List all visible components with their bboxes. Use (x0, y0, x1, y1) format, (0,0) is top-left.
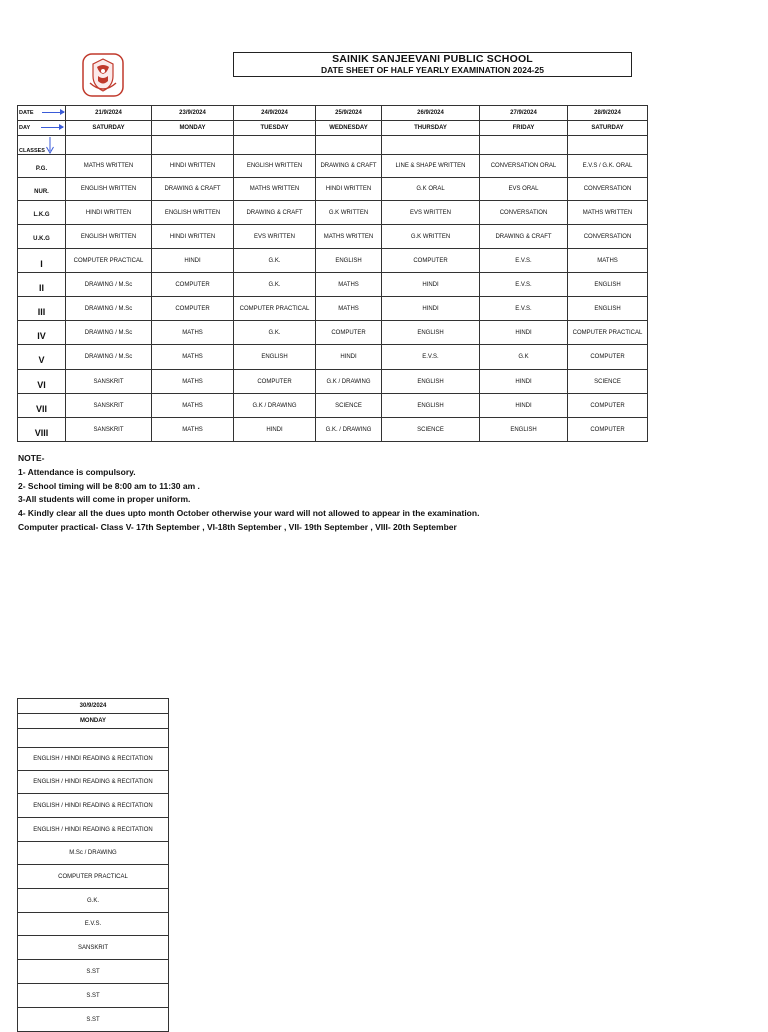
date-cell: 21/9/2024 (66, 106, 152, 121)
extra-subject-cell: COMPUTER PRACTICAL (18, 865, 169, 889)
class-label-cell (18, 321, 66, 345)
subject-cell: G.K. (234, 321, 316, 345)
extra-blank-row (18, 729, 169, 748)
note-line: 1- Attendance is compulsory. (18, 466, 136, 477)
subject-cell: ENGLISH (382, 370, 480, 394)
subject-cell: MATHS (568, 249, 648, 273)
day-cell: SATURDAY (66, 121, 152, 136)
day-cell: THURSDAY (382, 121, 480, 136)
table-row (18, 771, 169, 794)
class-label: I (40, 258, 43, 269)
subject-cell: SANSKRIT (66, 418, 152, 442)
extra-rows (18, 748, 169, 1032)
subject-cell: COMPUTER (568, 345, 648, 370)
subject-cell: HINDI WRITTEN (152, 225, 234, 249)
class-label-cell (18, 201, 66, 225)
subject-cell: EVS WRITTEN (382, 201, 480, 225)
subject-cell: MATHS (152, 321, 234, 345)
subject-cell: COMPUTER PRACTICAL (568, 321, 648, 345)
subject-cell: LINE & SHAPE WRITTEN (382, 155, 480, 178)
day-cell: FRIDAY (480, 121, 568, 136)
subject-cell: ENGLISH (480, 418, 568, 442)
table-row (18, 865, 169, 889)
subject-cell: HINDI WRITTEN (66, 201, 152, 225)
subject-cell: E.V.S. (480, 297, 568, 321)
subject-cell: MATHS (316, 273, 382, 297)
subject-cell: DRAWING & CRAFT (316, 155, 382, 178)
day-cell: TUESDAY (234, 121, 316, 136)
subject-cell: ENGLISH (568, 273, 648, 297)
table-row (18, 818, 169, 842)
subject-cell: G.K WRITTEN (382, 225, 480, 249)
class-label-cell (18, 297, 66, 321)
extra-subject-cell: S.ST (18, 984, 169, 1008)
table-row (18, 913, 169, 936)
table-row (18, 345, 648, 370)
class-label-cell (18, 394, 66, 418)
subject-cell: COMPUTER PRACTICAL (234, 297, 316, 321)
subject-cell: MATHS WRITTEN (316, 225, 382, 249)
subject-cell: COMPUTER (234, 370, 316, 394)
table-row (18, 225, 648, 249)
subject-cell: COMPUTER (568, 394, 648, 418)
table-row (18, 842, 169, 865)
day-cell: WEDNESDAY (316, 121, 382, 136)
subject-cell: ENGLISH (316, 249, 382, 273)
date-sheet-table (17, 105, 648, 442)
subject-cell: G.K / DRAWING (234, 394, 316, 418)
class-label-cell (18, 225, 66, 249)
subject-cell: E.V.S / G.K. ORAL (568, 155, 648, 178)
class-label: L.K.G (33, 212, 50, 218)
subject-cell: G.K ORAL (382, 178, 480, 201)
class-rows (18, 155, 648, 442)
table-row (18, 394, 648, 418)
table-row (18, 249, 648, 273)
subject-cell: ENGLISH (234, 345, 316, 370)
table-row (18, 936, 169, 960)
day-label-cell (18, 121, 66, 136)
class-label: IV (37, 330, 46, 341)
class-label: II (38, 282, 44, 293)
class-label-cell (18, 370, 66, 394)
extra-date-row (18, 699, 169, 714)
subject-cell: E.V.S. (480, 249, 568, 273)
extra-subject-cell: G.K. (18, 889, 169, 913)
subject-cell: SANSKRIT (66, 370, 152, 394)
subject-cell: COMPUTER (568, 418, 648, 442)
subject-cell: MATHS (152, 370, 234, 394)
subject-cell: DRAWING / M.Sc (66, 273, 152, 297)
subject-cell: SCIENCE (382, 418, 480, 442)
arrow-down-icon (46, 137, 54, 154)
school-logo-icon (82, 53, 124, 97)
subject-cell: EVS WRITTEN (234, 225, 316, 249)
subject-cell: G.K. / DRAWING (316, 418, 382, 442)
class-label-cell (18, 178, 66, 201)
subject-cell: CONVERSATION (568, 225, 648, 249)
date-label: DATE (19, 110, 34, 116)
date-cell: 23/9/2024 (152, 106, 234, 121)
subject-cell: ENGLISH WRITTEN (66, 225, 152, 249)
date-label-cell (18, 106, 66, 121)
table-row (18, 273, 648, 297)
table-row (18, 1008, 169, 1032)
class-label: U.K.G (33, 236, 50, 242)
table-row (18, 201, 648, 225)
date-cell: 27/9/2024 (480, 106, 568, 121)
extra-subject-cell: E.V.S. (18, 913, 169, 936)
subject-cell: DRAWING & CRAFT (234, 201, 316, 225)
subject-cell: G.K WRITTEN (316, 201, 382, 225)
subject-cell: ENGLISH WRITTEN (66, 178, 152, 201)
extra-day-table (17, 698, 169, 1032)
class-label: VIII (34, 427, 49, 438)
table-row (18, 297, 648, 321)
date-cell: 25/9/2024 (316, 106, 382, 121)
class-label-cell (18, 345, 66, 370)
extra-subject-cell: ENGLISH / HINDI READING & RECITATION (18, 818, 169, 842)
subject-cell: HINDI (480, 394, 568, 418)
subject-cell: ENGLISH (382, 394, 480, 418)
note-line: Computer practical- Class V- 17th September , VI-18th September , VII- 19th September , VIII- 20th September (18, 521, 457, 532)
table-row (18, 321, 648, 345)
subject-cell: COMPUTER (152, 273, 234, 297)
extra-subject-cell: ENGLISH / HINDI READING & RECITATION (18, 771, 169, 794)
subject-cell: DRAWING & CRAFT (480, 225, 568, 249)
subject-cell: SANSKRIT (66, 394, 152, 418)
subject-cell: MATHS WRITTEN (568, 201, 648, 225)
extra-day-cell: MONDAY (18, 714, 169, 729)
subject-cell: CONVERSATION ORAL (480, 155, 568, 178)
subject-cell: COMPUTER (316, 321, 382, 345)
note-line: 4- Kindly clear all the dues upto month October otherwise your ward will not allowed to appear in the examination. (18, 508, 480, 519)
subject-cell: DRAWING / M.Sc (66, 321, 152, 345)
table-row (18, 889, 169, 913)
class-label-cell (18, 249, 66, 273)
note-line: 3-All students will come in proper uniform. (18, 494, 191, 505)
class-label: P.G. (35, 165, 48, 172)
subject-cell: G.K. (234, 249, 316, 273)
subject-cell: COMPUTER (152, 297, 234, 321)
class-label-cell (18, 273, 66, 297)
subject-cell: HINDI (382, 297, 480, 321)
day-cell: MONDAY (152, 121, 234, 136)
subject-cell: HINDI (480, 321, 568, 345)
day-label: DAY (19, 125, 31, 131)
class-label-cell (18, 418, 66, 442)
subject-cell: G.K (480, 345, 568, 370)
class-label-cell (18, 155, 66, 178)
class-label: VII (35, 403, 47, 414)
note-line: 2- School timing will be 8:00 am to 11:30 am . (18, 480, 200, 491)
class-label: III (37, 306, 46, 317)
date-cell: 28/9/2024 (568, 106, 648, 121)
school-name: SAINIK SANJEEVANI PUBLIC SCHOOL (332, 53, 533, 65)
subject-cell: EVS ORAL (480, 178, 568, 201)
subject-cell: G.K / DRAWING (316, 370, 382, 394)
subject-cell: HINDI (382, 273, 480, 297)
extra-subject-cell: ENGLISH / HINDI READING & RECITATION (18, 794, 169, 818)
subject-cell: MATHS WRITTEN (234, 178, 316, 201)
subject-cell: COMPUTER (382, 249, 480, 273)
subject-cell: ENGLISH (382, 321, 480, 345)
date-cell: 24/9/2024 (234, 106, 316, 121)
day-row (18, 121, 648, 136)
classes-label: CLASSES (19, 148, 45, 154)
table-row (18, 370, 648, 394)
subject-cell: MATHS (152, 345, 234, 370)
subject-cell: SCIENCE (568, 370, 648, 394)
subject-cell: HINDI WRITTEN (152, 155, 234, 178)
table-row (18, 794, 169, 818)
extra-subject-cell: S.ST (18, 960, 169, 984)
extra-day-row (18, 714, 169, 729)
extra-subject-cell: SANSKRIT (18, 936, 169, 960)
notes-section (18, 452, 479, 535)
extra-subject-cell: S.ST (18, 1008, 169, 1032)
table-row (18, 155, 648, 178)
subject-cell: HINDI (152, 249, 234, 273)
title-box (233, 52, 632, 77)
exam-subtitle: DATE SHEET OF HALF YEARLY EXAMINATION 2024-25 (321, 65, 544, 75)
subject-cell: MATHS (316, 297, 382, 321)
date-cell: 26/9/2024 (382, 106, 480, 121)
subject-cell: SCIENCE (316, 394, 382, 418)
notes-heading: NOTE- (18, 453, 45, 463)
arrow-right-icon (41, 127, 63, 128)
subject-cell: CONVERSATION (480, 201, 568, 225)
day-cell: SATURDAY (568, 121, 648, 136)
subject-cell: E.V.S. (382, 345, 480, 370)
subject-cell: DRAWING / M.Sc (66, 345, 152, 370)
classes-label-cell (18, 136, 66, 155)
class-label: NUR. (34, 188, 49, 195)
table-row (18, 418, 648, 442)
subject-cell: E.V.S. (480, 273, 568, 297)
subject-cell: ENGLISH WRITTEN (234, 155, 316, 178)
extra-subject-cell: M.Sc / DRAWING (18, 842, 169, 865)
table-row (18, 960, 169, 984)
subject-cell: CONVERSATION (568, 178, 648, 201)
subject-cell: DRAWING & CRAFT (152, 178, 234, 201)
subject-cell: HINDI WRITTEN (316, 178, 382, 201)
subject-cell: MATHS (152, 394, 234, 418)
subject-cell: DRAWING / M.Sc (66, 297, 152, 321)
extra-subject-cell: ENGLISH / HINDI READING & RECITATION (18, 748, 169, 771)
class-label: V (38, 355, 45, 365)
subject-cell: ENGLISH WRITTEN (152, 201, 234, 225)
class-label: VI (37, 379, 46, 390)
subject-cell: HINDI (316, 345, 382, 370)
arrow-right-icon (42, 112, 64, 113)
subject-cell: MATHS (152, 418, 234, 442)
extra-date-cell: 30/9/2024 (18, 699, 169, 714)
subject-cell: ENGLISH (568, 297, 648, 321)
subject-cell: HINDI (234, 418, 316, 442)
classes-row (18, 136, 648, 155)
subject-cell: HINDI (480, 370, 568, 394)
table-row (18, 984, 169, 1008)
table-row (18, 748, 169, 771)
subject-cell: COMPUTER PRACTICAL (66, 249, 152, 273)
subject-cell: G.K. (234, 273, 316, 297)
table-row (18, 178, 648, 201)
date-row (18, 106, 648, 121)
subject-cell: MATHS WRITTEN (66, 155, 152, 178)
